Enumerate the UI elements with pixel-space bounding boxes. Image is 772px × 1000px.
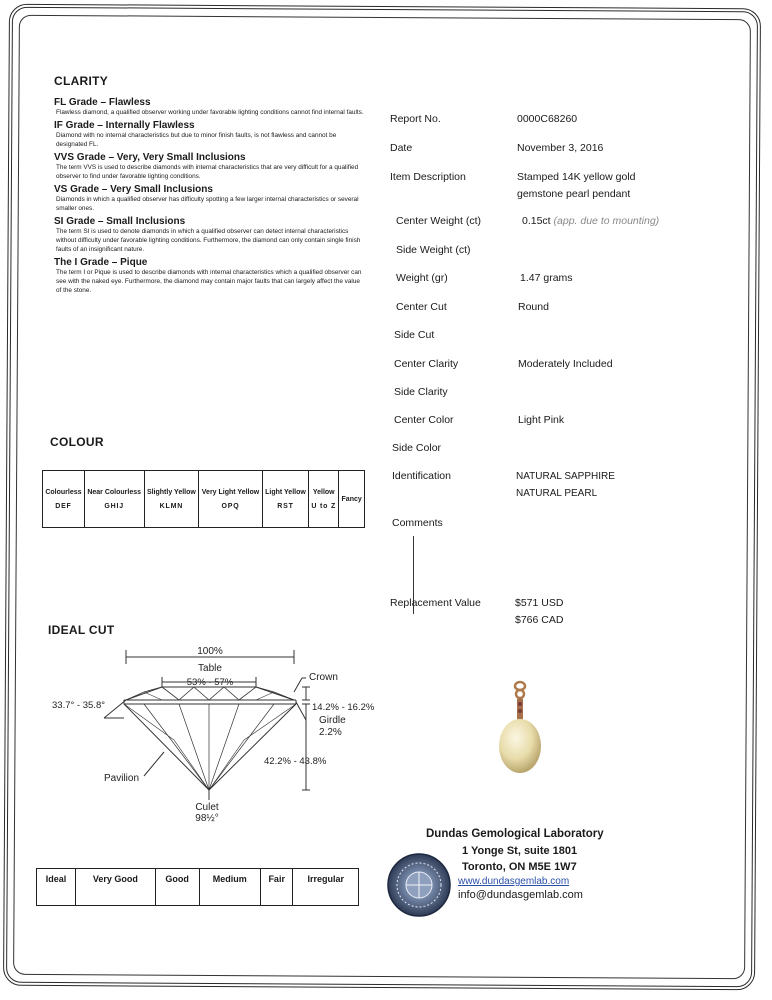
grade-vs-desc: Diamonds in which a qualified observer has difficulty spotting a few larger internal characteristics or several smaller ones.: [56, 196, 359, 212]
report-label: Center Clarity: [394, 358, 459, 370]
lab-email: info@dundasgemlab.com: [458, 889, 583, 901]
colour-cell-range: U to Z: [311, 502, 337, 510]
colour-cell: [262, 471, 308, 528]
report-value: Light Pink: [518, 414, 565, 426]
grade-si-title: SI Grade – Small Inclusions: [54, 216, 186, 227]
grade-i-title: The I Grade – Pique: [54, 257, 148, 268]
report-label: Side Clarity: [394, 386, 448, 398]
cut-grade-cell: Fair: [261, 869, 293, 906]
report-note: (app. due to mounting): [553, 215, 660, 227]
colour-cell-name: Colourless: [45, 488, 82, 496]
report-value: 0000C68260: [517, 113, 578, 125]
clarity-title: CLARITY: [54, 74, 109, 88]
report-value-group: [522, 213, 722, 230]
cut-grade-cell: Ideal: [37, 869, 76, 906]
pendant-bail: [515, 682, 525, 720]
report-value: $766 CAD: [515, 614, 564, 626]
grade-if-desc: Diamond with no internal characteristics but due to minor finish faults, is not flawless and cannot be designated FL.: [56, 132, 337, 148]
grade-i-desc: The term I or Pique is used to describe diamonds with internal characteristics which a qualified observer can see with the naked eye. Furthermore, the diamond may contain major faults that can largely affect the value of the stone.: [56, 269, 362, 294]
colour-cell-name: Slightly Yellow: [146, 488, 196, 496]
cut-grade-cell: Very Good: [76, 869, 156, 906]
table-range-label: 53% - 57%: [186, 677, 234, 688]
grade-vvs-desc: The term VVS is used to describe diamonds with internal characteristics that are very difficult for a qualified observer to find under favorable lighting conditions.: [56, 164, 359, 180]
report-value: NATURAL PEARL: [516, 488, 598, 499]
crown-height-label: 14.2% - 16.2%: [312, 702, 375, 713]
cut-grades-table: [36, 868, 359, 906]
report-label: Center Weight (ct): [396, 215, 481, 227]
colour-cell: [84, 471, 144, 528]
grade-si-desc: The term SI is used to denote diamonds in which a qualified observer can detect internal characteristics without difficulty under favorable lighting conditions. Furthermore, the diamond can only contain single finish faults of an insignificant nature.: [56, 228, 361, 253]
lab-address-line1: 1 Yonge St, suite 1801: [462, 845, 578, 857]
colour-cell-name: Very Light Yellow: [201, 488, 260, 496]
colour-cell: [144, 471, 199, 528]
report-value: 1.47 grams: [520, 272, 573, 284]
colour-cell: [309, 471, 339, 528]
colour-cell-name: Near Colourless: [87, 488, 142, 496]
report-value: Round: [518, 301, 549, 313]
colour-title: COLOUR: [50, 435, 104, 449]
report-value-group: [515, 595, 715, 629]
girdle-label: Girdle: [319, 715, 346, 726]
crown-angle-label: 33.7° - 35.8°: [52, 700, 106, 711]
report-label: Side Cut: [394, 329, 435, 341]
grade-vs-title: VS Grade – Very Small Inclusions: [54, 184, 213, 195]
hologram-seal-icon: [386, 852, 452, 918]
ideal-cut-title: IDEAL CUT: [48, 623, 115, 637]
grade-fl-title: FL Grade – Flawless: [54, 97, 151, 108]
report-value: $571 USD: [515, 597, 564, 609]
report-value-group: [516, 468, 716, 502]
colour-scale-table: [42, 470, 365, 528]
clarity-section: [54, 74, 364, 295]
culet-label: Culet: [195, 802, 219, 813]
grade-vvs-title: VVS Grade – Very, Very Small Inclusions: [54, 152, 246, 163]
table-label: Table: [198, 663, 222, 674]
cut-grade-cell: Medium: [199, 869, 260, 906]
colour-cell-range: RST: [277, 502, 294, 510]
culet-angle-label: 98½°: [195, 813, 219, 824]
width-label: 100%: [197, 646, 223, 657]
colour-cell-name: Fancy: [341, 495, 362, 503]
report-value: November 3, 2016: [517, 142, 604, 154]
report-label: Side Color: [392, 442, 442, 454]
grade-fl-desc: Flawless diamond, a qualified observer working under favorable lighting conditions cannot find internal faults.: [56, 109, 364, 116]
pendant-photo: [495, 680, 545, 780]
lab-info: [420, 828, 650, 901]
colour-cell-name: Light Yellow: [265, 488, 306, 496]
report-value: Moderately Included: [518, 358, 613, 370]
report-label: Center Cut: [396, 301, 447, 313]
report-label: Side Weight (ct): [396, 244, 471, 256]
report-value: 0.15ct: [522, 215, 551, 227]
report-label: Identification: [392, 470, 451, 482]
cut-grade-cell: Good: [155, 869, 199, 906]
grade-if-title: IF Grade – Internally Flawless: [54, 120, 195, 131]
pearl-shape: [499, 719, 541, 773]
crown-label: Crown: [309, 672, 338, 683]
report-label: Weight (gr): [396, 272, 448, 284]
colour-cell: [199, 471, 262, 528]
report-label: Item Description: [390, 171, 466, 183]
lab-address-line2: Toronto, ON M5E 1W7: [462, 861, 577, 873]
colour-cell-name: Yellow: [312, 488, 335, 496]
report-label: Comments: [392, 517, 443, 529]
colour-cell-range: KLMN: [159, 502, 184, 510]
colour-cell: [43, 471, 85, 528]
colour-cell-range: OPQ: [221, 502, 240, 510]
report-value: Stamped 14K yellow gold gemstone pearl pendant: [517, 171, 636, 200]
colour-cell-range: GHIJ: [104, 502, 124, 510]
diamond-labels: [52, 646, 375, 824]
girdle-value-label: 2.2%: [319, 727, 342, 738]
pavilion-depth-label: 42.2% - 43.8%: [264, 756, 327, 767]
lab-name: Dundas Gemological Laboratory: [426, 828, 604, 840]
report-label: Date: [390, 142, 413, 154]
lab-website-link[interactable]: www.dundasgemlab.com: [458, 876, 570, 887]
report-label: Replacement Value: [390, 597, 481, 609]
pavilion-label: Pavilion: [104, 773, 140, 784]
cut-grade-cell: Irregular: [293, 869, 359, 906]
report-label: Report No.: [390, 113, 441, 125]
colour-cell: [339, 471, 365, 528]
report-value: NATURAL SAPPHIRE: [516, 471, 615, 482]
diamond-cut-diagram: [44, 640, 375, 830]
report-label: Center Color: [394, 414, 454, 426]
colour-cell-range: DEF: [55, 502, 72, 510]
